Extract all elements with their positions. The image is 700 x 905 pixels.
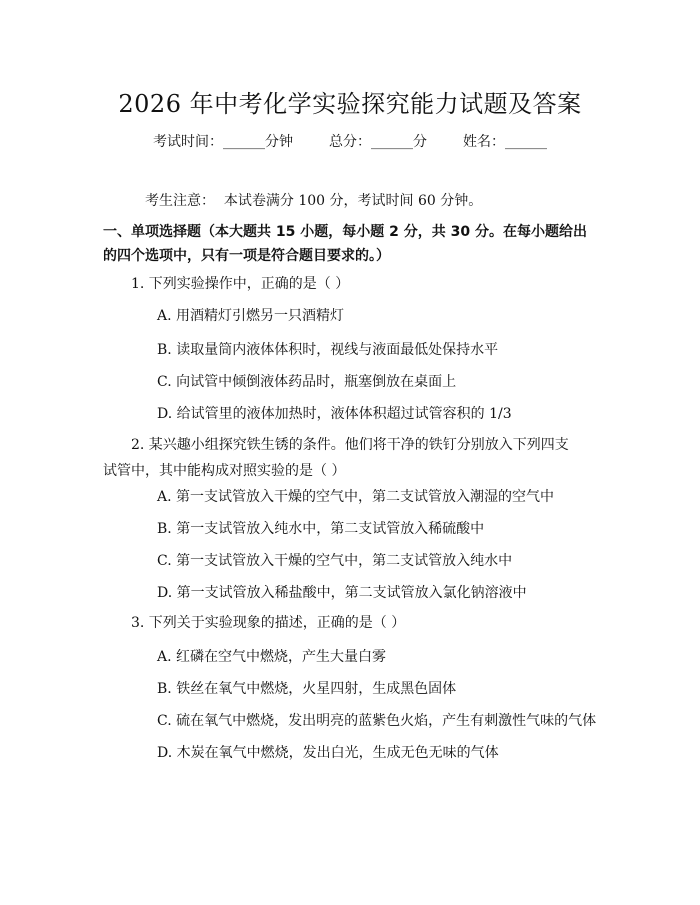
notice-label: 考生注意：	[145, 193, 215, 209]
question-2-option-a: A. 第一支试管放入干燥的空气中，第二支试管放入潮湿的空气中	[157, 489, 555, 505]
section-heading: 一、单项选择题（本大题共 15 小题，每小题 2 分，共 30 分。在每小题给出的四个选项中，只有一项是符合题目要求的。）	[103, 224, 587, 264]
exam-info-line	[0, 131, 700, 151]
time-label: 考试时间：	[153, 134, 223, 150]
question-3-option-b: B. 铁丝在氧气中燃烧，火星四射，生成黑色固体	[157, 681, 457, 697]
score-label: 总分：	[329, 134, 371, 150]
time-unit: 分钟	[265, 134, 293, 150]
question-3-option-a: A. 红磷在空气中燃烧，产生大量白雾	[157, 649, 387, 665]
question-3-stem: 3. 下列关于实验现象的描述，正确的是（ ）	[131, 615, 406, 631]
time-blank: ______	[223, 134, 265, 150]
name-blank: ______	[505, 134, 547, 150]
question-1-option-d: D. 给试管里的液体加热时，液体体积超过试管容积的 1/3	[157, 406, 512, 422]
question-1-stem: 1. 下列实验操作中，正确的是（ ）	[131, 276, 350, 292]
question-3-option-c: C. 硫在氧气中燃烧，发出明亮的蓝紫色火焰，产生有刺激性气味的气体	[157, 713, 597, 729]
notice-text: 本试卷满分 100 分，考试时间 60 分钟。	[223, 193, 483, 209]
question-1-option-a: A. 用酒精灯引燃另一只酒精灯	[157, 308, 345, 324]
question-2-option-c: C. 第一支试管放入干燥的空气中，第二支试管放入纯水中	[157, 553, 513, 569]
page-title: 2026 年中考化学实验探究能力试题及答案	[118, 90, 582, 118]
question-1-option-c: C. 向试管中倾倒液体药品时，瓶塞倒放在桌面上	[157, 374, 457, 390]
score-unit: 分	[413, 134, 427, 150]
name-label: 姓名：	[463, 134, 505, 150]
exam-notice	[145, 190, 482, 210]
question-1-option-b: B. 读取量筒内液体体积时，视线与液面最低处保持水平	[157, 342, 499, 358]
question-2-stem: 2. 某兴趣小组探究铁生锈的条件。他们将干净的铁钉分别放入下列四支试管中，其中能构成对照实验的是（ ）	[103, 437, 569, 479]
question-3-option-d: D. 木炭在氧气中燃烧，发出白光，生成无色无味的气体	[157, 745, 499, 761]
question-2-option-d: D. 第一支试管放入稀盐酸中，第二支试管放入氯化钠溶液中	[157, 585, 527, 601]
question-2-option-b: B. 第一支试管放入纯水中，第二支试管放入稀硫酸中	[157, 521, 485, 537]
score-blank: ______	[371, 134, 413, 150]
